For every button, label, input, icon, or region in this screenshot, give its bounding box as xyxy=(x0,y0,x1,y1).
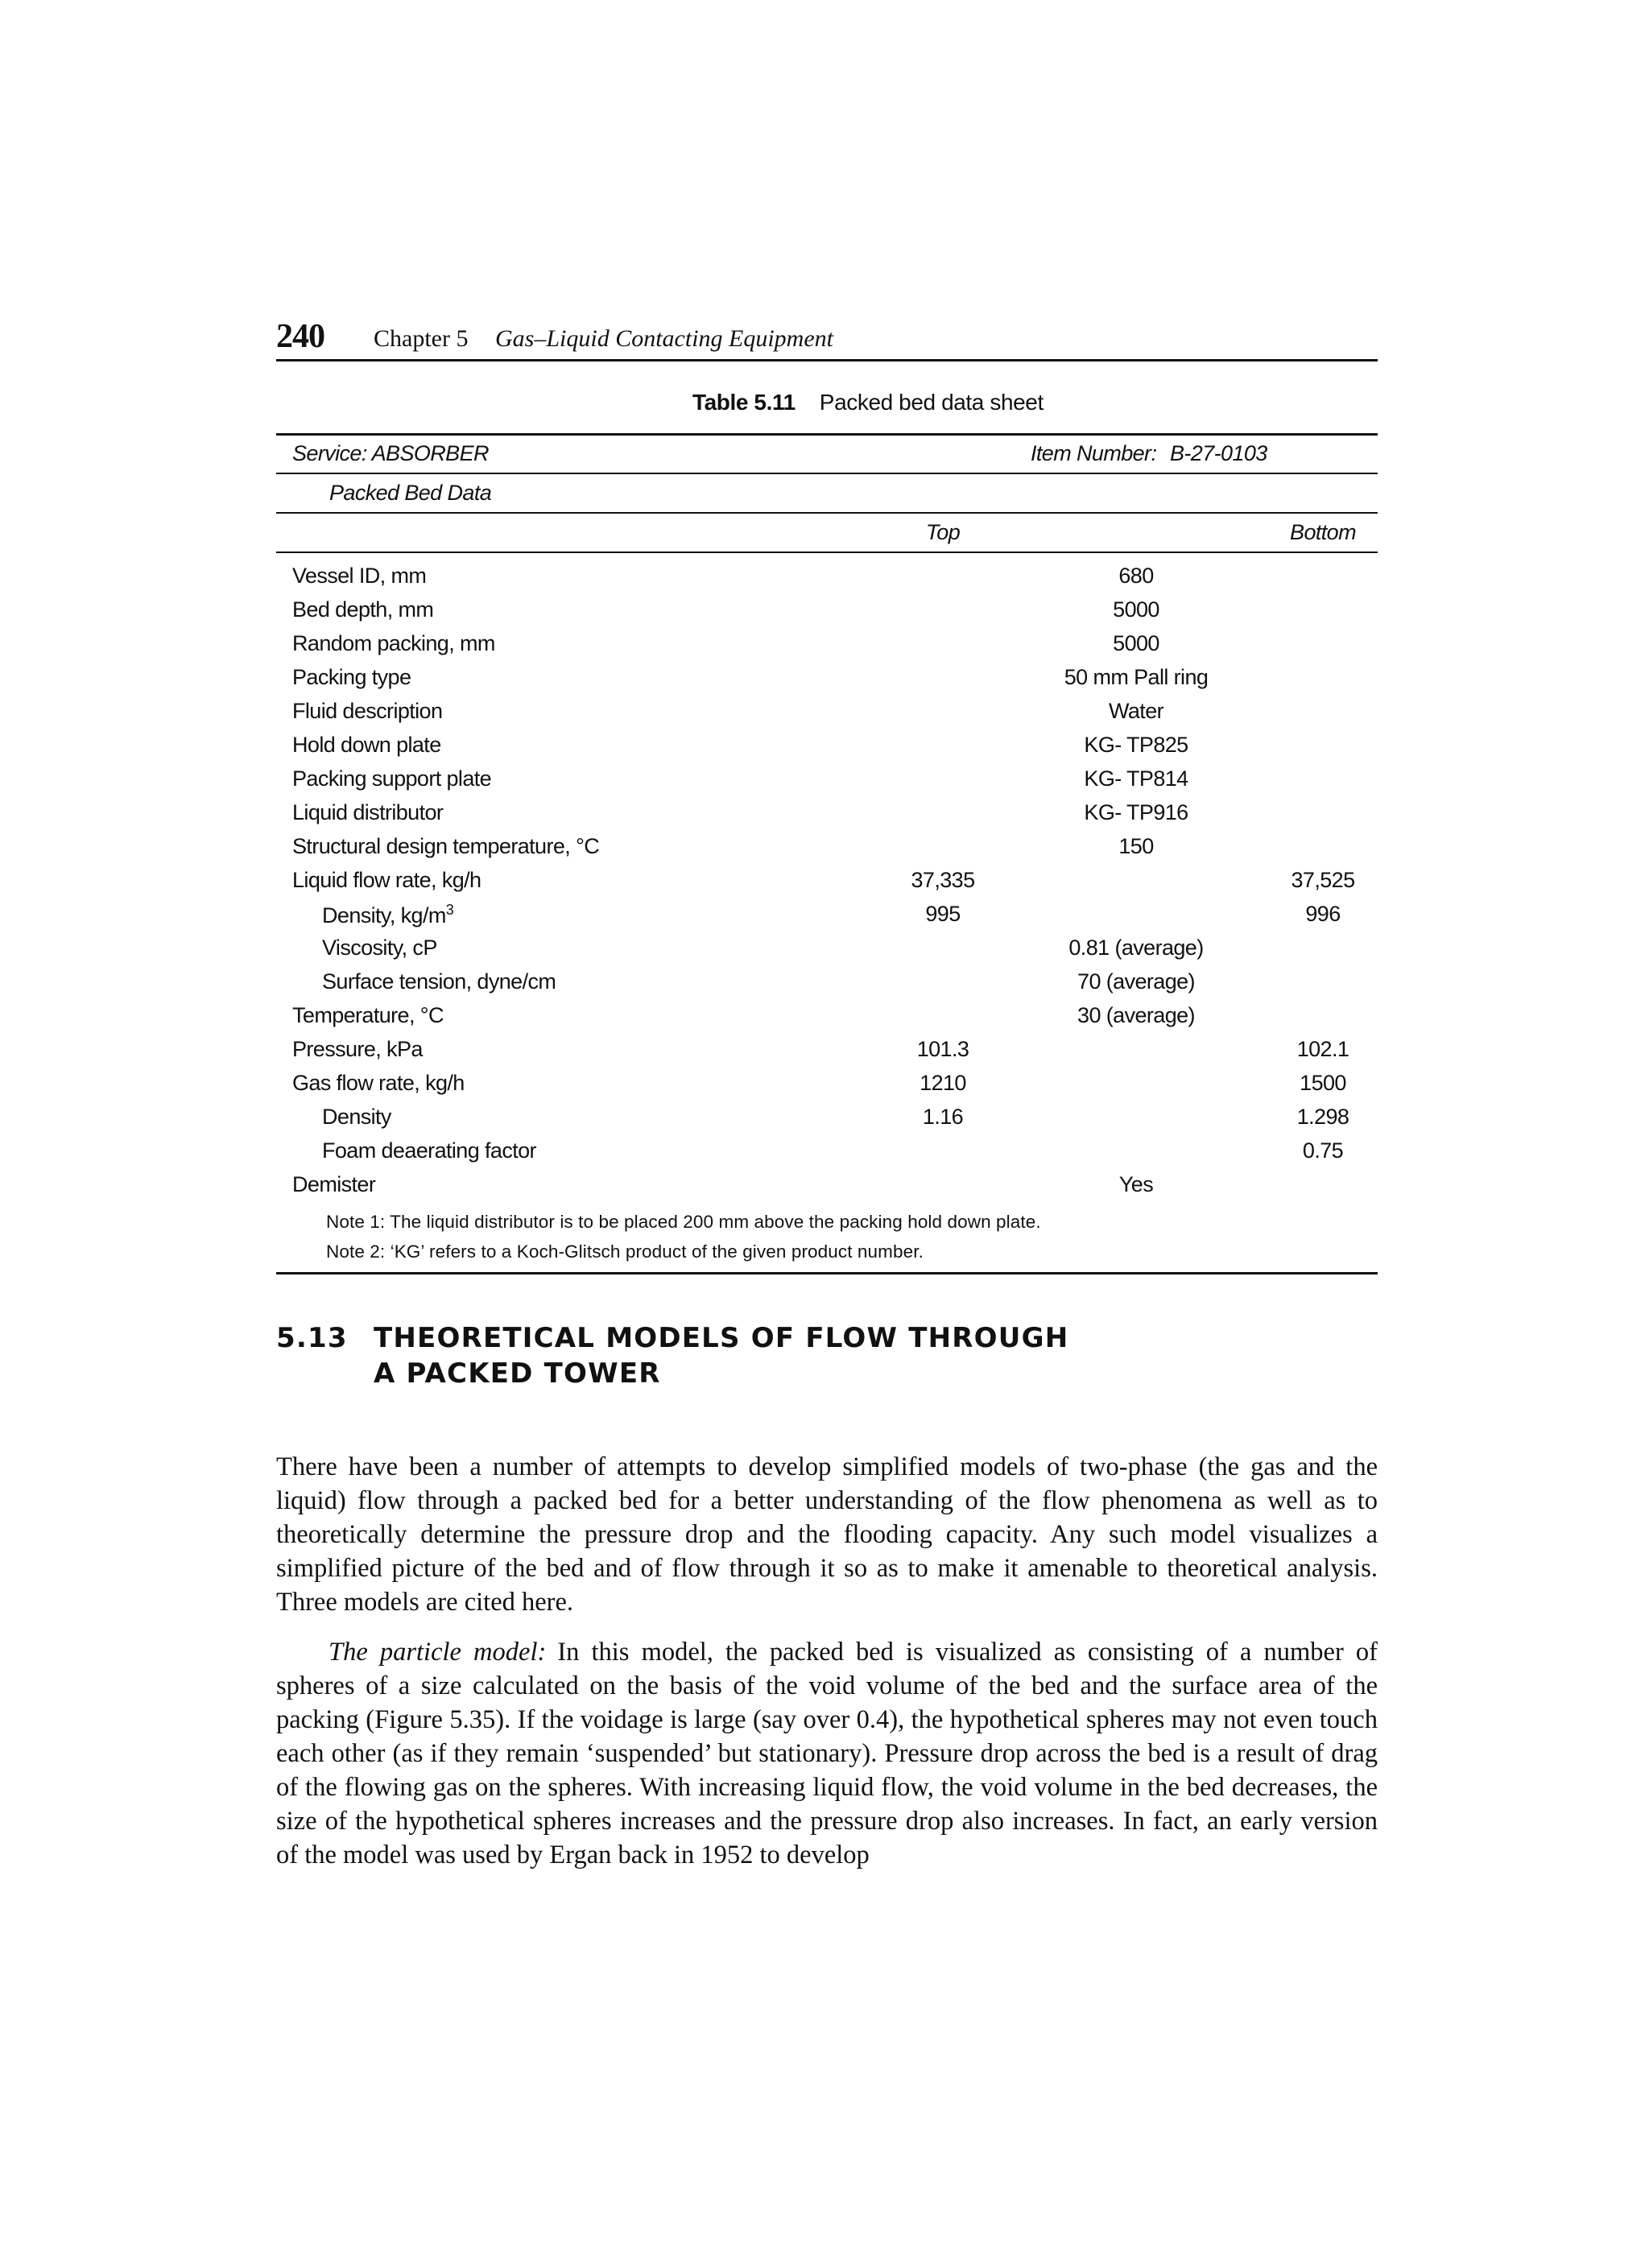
table-row xyxy=(276,834,1378,868)
row-label: Structural design temperature, °C xyxy=(292,834,600,858)
row-label: Packing support plate xyxy=(292,766,492,791)
cell-bottom: 37,525 xyxy=(1291,868,1355,892)
table-top-rule xyxy=(276,433,1378,436)
table-row xyxy=(276,665,1378,699)
cell-value: KG- TP916 xyxy=(1084,800,1188,824)
table-row xyxy=(276,1071,1378,1105)
item-number-value: B-27-0103 xyxy=(1170,441,1267,465)
item-number-label: Item Number: xyxy=(1031,441,1157,465)
cell-value: Yes xyxy=(1118,1172,1154,1196)
cell-bottom: 1.298 xyxy=(1296,1105,1349,1129)
section-title-line-2: A PACKED TOWER xyxy=(374,1357,661,1390)
table-row xyxy=(276,564,1378,597)
table-row xyxy=(276,969,1378,1003)
cell-bottom: 0.75 xyxy=(1302,1138,1344,1163)
cell-value: 0.81 (average) xyxy=(1068,936,1204,960)
cell-value: 50 mm Pall ring xyxy=(1064,665,1209,689)
row-label: Bed depth, mm xyxy=(292,597,434,622)
table-row xyxy=(276,1003,1378,1037)
cell-value: KG- TP814 xyxy=(1084,766,1188,791)
row-label: Pressure, kPa xyxy=(292,1037,423,1061)
table-row xyxy=(276,699,1378,733)
section-number: 5.13 xyxy=(276,1322,348,1354)
table-row xyxy=(276,1172,1378,1206)
cell-value: 680 xyxy=(1118,564,1154,588)
table-rule-service xyxy=(276,473,1378,474)
column-header-top: Top xyxy=(925,520,961,544)
header-rule xyxy=(276,359,1378,361)
table-bottom-rule xyxy=(276,1272,1378,1274)
cell-bottom: 1500 xyxy=(1300,1071,1346,1095)
cell-top: 101.3 xyxy=(916,1037,969,1061)
particle-model-lead: The particle model: xyxy=(329,1637,547,1667)
row-label: Fluid description xyxy=(292,699,443,723)
cell-value: KG- TP825 xyxy=(1084,733,1188,757)
cell-bottom: 102.1 xyxy=(1296,1037,1349,1061)
row-label: Vessel ID, mm xyxy=(292,564,427,588)
table-rule-columns xyxy=(276,552,1378,553)
row-label-superscript: 3 xyxy=(445,902,454,918)
cell-top: 1.16 xyxy=(922,1105,964,1129)
cell-value: 70 (average) xyxy=(1077,969,1195,994)
row-label: Liquid distributor xyxy=(292,800,444,824)
service-label: Service: ABSORBER xyxy=(292,441,489,465)
cell-bottom: 996 xyxy=(1305,902,1341,926)
table-row xyxy=(276,1037,1378,1071)
row-label: Packing type xyxy=(292,665,411,689)
table-row xyxy=(276,631,1378,665)
table-caption-text: Packed bed data sheet xyxy=(819,390,1044,415)
table-rule-section xyxy=(276,512,1378,514)
chapter-title: Gas–Liquid Contacting Equipment xyxy=(495,325,833,352)
row-label: Demister xyxy=(292,1172,376,1196)
table-row xyxy=(276,902,1378,936)
cell-value: 5000 xyxy=(1113,631,1159,655)
cell-top: 1210 xyxy=(920,1071,966,1095)
row-label: Viscosity, cP xyxy=(322,936,437,960)
cell-value: Water xyxy=(1108,699,1164,723)
table-note-2: Note 2: ‘KG’ refers to a Koch-Glitsch product of the given product number. xyxy=(326,1241,924,1262)
column-header-bottom: Bottom xyxy=(1290,520,1356,544)
cell-value: 150 xyxy=(1118,834,1154,858)
cell-value: 30 (average) xyxy=(1077,1003,1195,1027)
cell-top: 995 xyxy=(925,902,961,926)
table-caption xyxy=(692,390,1044,415)
page-number: 240 xyxy=(276,318,324,355)
cell-value: 5000 xyxy=(1113,597,1159,622)
table-row xyxy=(276,766,1378,800)
cell-top: 37,335 xyxy=(911,868,975,892)
row-label: Density, kg/m xyxy=(322,903,446,927)
body-paragraph-2 xyxy=(276,1635,1378,1872)
row-label: Surface tension, dyne/cm xyxy=(322,969,556,994)
row-label: Density xyxy=(322,1105,391,1129)
packed-bed-data-label: Packed Bed Data xyxy=(329,481,492,505)
table-row xyxy=(276,597,1378,631)
chapter-label: Chapter 5 xyxy=(374,325,469,352)
table-row xyxy=(276,936,1378,969)
running-header xyxy=(276,316,1378,361)
row-label: Gas flow rate, kg/h xyxy=(292,1071,465,1095)
table-row xyxy=(276,733,1378,766)
table-row xyxy=(276,1138,1378,1172)
body-paragraph-1: There have been a number of attempts to develop simplified models of two-phase (the gas and the liquid) flow through a packed bed for a better understanding of the flow phenomena as well as to theoretically determine the pressure drop and the flooding capacity. Any such model visualizes a simplified picture of the bed and of flow through it so as to make it amenable to theoretical analysis. Three models are cited here. xyxy=(276,1452,1378,1617)
row-label-wrap xyxy=(322,902,453,928)
row-label: Random packing, mm xyxy=(292,631,495,655)
table-row xyxy=(276,1105,1378,1138)
table-row xyxy=(276,868,1378,902)
table-caption-number: Table 5.11 xyxy=(692,390,796,415)
table-note-1: Note 1: The liquid distributor is to be placed 200 mm above the packing hold down plate. xyxy=(326,1212,1041,1232)
row-label: Hold down plate xyxy=(292,733,441,757)
table-row xyxy=(276,800,1378,834)
row-label: Liquid flow rate, kg/h xyxy=(292,868,481,892)
row-label: Temperature, °C xyxy=(292,1003,444,1027)
section-title-line-1: THEORETICAL MODELS OF FLOW THROUGH xyxy=(374,1322,1069,1354)
row-label: Foam deaerating factor xyxy=(322,1138,536,1163)
particle-model-text: In this model, the packed bed is visualized as consisting of a number of spheres of a size calculated on the basis of the void volume of the bed and the surface area of the packing (Figure 5.35). If the voidage is large (say over 0.4), the hypothetical spheres may not even touch each other (as if they remain ‘suspended’ but stationary). Pressure drop across the bed is a result of drag of the flowing gas on the spheres. With increasing liquid flow, the void volume in the bed decreases, the size of the hypothetical spheres increases and the pressure drop also increases. In fact, an early version of the model was used by Ergan back in 1952 to develop xyxy=(276,1637,1378,1869)
